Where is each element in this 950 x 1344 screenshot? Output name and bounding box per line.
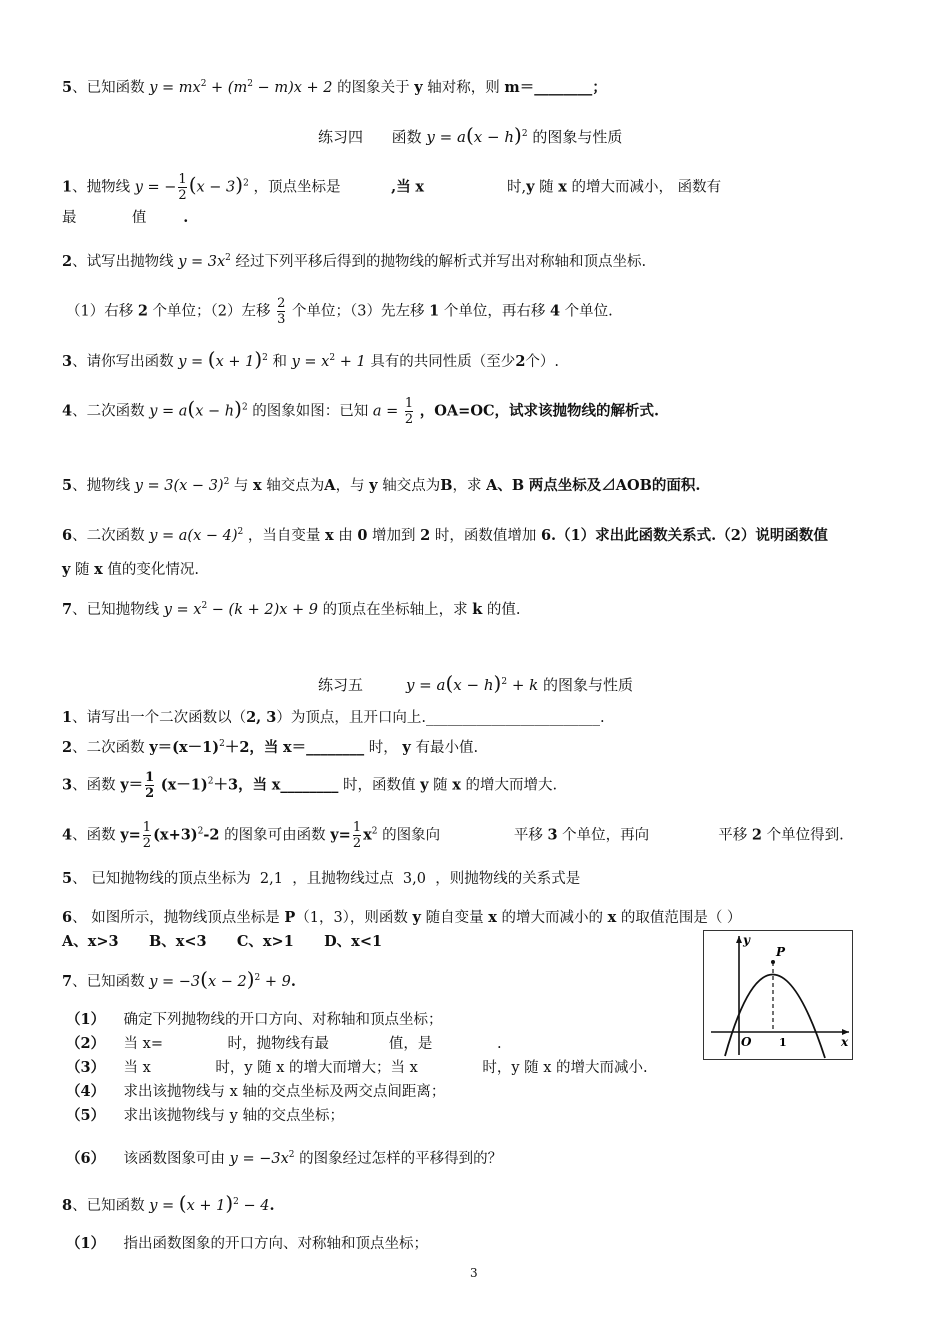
- problem-5-7-sub-4: （4） 求出该抛物线与 x 轴的交点坐标及两交点间距离；: [66, 1083, 446, 1100]
- fraction: $\frac{1}{2}$: [178, 172, 187, 203]
- problem-5-7-sub-5: （5） 求出该抛物线与 y 轴的交点坐标；: [66, 1107, 344, 1124]
- parabola-figure: [703, 930, 853, 1060]
- problem-5-7-sub-2: （2） 当 x= 时，抛物线有最 值，是 .: [66, 1035, 502, 1052]
- problem-5-7: 7、已知函数 $y = -3(x - 2)^2 + 9$.: [62, 966, 296, 991]
- problem-5-1: 1、请写出一个二次函数以（2, 3）为顶点，且开口向上.________________________.: [62, 709, 605, 726]
- problem-5-8-sub-1: （1） 指出函数图象的开口方向、对称轴和顶点坐标；: [66, 1235, 429, 1252]
- problem-5-8: 8、已知函数 $y = (x + 1)^2 - 4$.: [62, 1190, 275, 1215]
- page-number: 3: [470, 1266, 478, 1280]
- fraction: $\frac{2}{3}$: [277, 296, 286, 327]
- problem-4-7: 7、已知抛物线 $y = x^2 - (k + 2)x + 9$ 的顶点在坐标轴上，求 k 的值.: [62, 600, 521, 618]
- problem-5-4: 4、函数 y= $\frac{1}{2}$ $(x+3)^2-2$ 的图象可由函数 y= $\frac{1}{2}$ $x^2$ 的图象向 平移 3 个单位，再向 平移 2 个单位得到.: [62, 820, 844, 851]
- option-c: C、x>1: [236, 933, 294, 950]
- x-axis-label: x: [841, 1035, 849, 1049]
- vertex-label: P: [776, 945, 786, 959]
- problem-4-3: 3、请你写出函数 $y = (x + 1)^2$ 和 $y = x^2 + 1$ 具有的共同性质（至少2个）.: [62, 346, 560, 371]
- problem-5-6: 6、 如图所示，抛物线顶点坐标是 P（1，3），则函数 y 随自变量 x 的增大而减小的 x 的取值范围是（ ）: [62, 909, 742, 926]
- problem-5-2: 2、二次函数 $y=(x-1)^2+2$，当 x＝________ 时， y 有最小值.: [62, 738, 479, 756]
- section-heading-5: 练习五 $y = a(x - h)^2 + k$ 的图象与性质: [318, 671, 634, 695]
- option-b: B、x<3: [148, 933, 207, 950]
- tick-label-1: 1: [779, 1036, 787, 1049]
- problem-4-6: 6、二次函数 $y = a(x - 4)^2$ ，当自变量 x 由 0 增加到 2 时，函数值增加 6.（1）求出此函数关系式.（2）说明函数值: [62, 526, 828, 544]
- problem-5-3: 3、函数 y＝ $\frac{1}{2}$ $(x-1)^2+3$，当 x________ 时，函数值 y 随 x 的增大而增大.: [62, 770, 558, 801]
- fraction: $\frac{1}{2}$: [142, 820, 152, 851]
- section-heading-4: 练习四 函数 $y = a(x - h)^2$ 的图象与性质: [318, 123, 623, 147]
- problem-5-7-sub-6: （6） 该函数图象可由 $y = -3x^2$ 的图象经过怎样的平移得到的？: [66, 1149, 503, 1167]
- problem-4-1: 1、抛物线 y = − $\frac{1}{2}$ $(x - 3)^2$ ，顶点坐标是 ,当 x 时,y 随 x 的增大而减小， 函数有: [62, 172, 722, 203]
- option-d: D、x<1: [324, 933, 383, 950]
- fraction: $\frac{1}{2}$: [352, 820, 362, 851]
- problem-4-1-cont: 最 值 .: [62, 209, 189, 226]
- problem-4-2: 2、试写出抛物线 $y = 3x^2$ 经过下列平移后得到的抛物线的解析式并写出对称轴和顶点坐标.: [62, 252, 647, 270]
- vertex-point: [771, 960, 775, 964]
- fraction: $\frac{1}{2}$: [404, 396, 414, 427]
- origin-label: O: [741, 1035, 752, 1049]
- problem-5-5: 5、 已知抛物线的顶点坐标为 2,1 ，且抛物线过点 3,0 ，则抛物线的关系式是: [62, 870, 581, 887]
- y-axis-label: y: [743, 933, 750, 947]
- problem-5-7-sub-3: （3） 当 x 时，y 随 x 的增大而增大；当 x 时，y 随 x 的增大而减小.: [66, 1059, 648, 1076]
- fraction: $\frac{1}{2}$: [145, 770, 155, 801]
- problem-4-4: 4、二次函数 $y = a(x - h)^2$ 的图象如图：已知 a = $\frac{1}{2}$ ，OA=OC，试求该抛物线的解析式.: [62, 396, 660, 427]
- problem-4-6-cont: y 随 x 值的变化情况.: [62, 561, 200, 578]
- problem-5-prev: 5、已知函数 $y = mx^2 + (m^2 - m)x + 2$ 的图象关于 y 轴对称，则 m＝________；: [62, 78, 607, 96]
- problem-4-5: 5、抛物线 $y = 3(x - 3)^2$ 与 x 轴交点为A，与 y 轴交点为B，求 A、B 两点坐标及⊿AOB的面积.: [62, 476, 701, 494]
- problem-4-2-parts: （1）右移 2 个单位；（2）左移 $\frac{2}{3}$ 个单位；（3）先左移 1 个单位，再右移 4 个单位.: [66, 296, 613, 327]
- problem-5-7-sub-1: （1） 确定下列抛物线的开口方向、对称轴和顶点坐标；: [66, 1011, 443, 1028]
- option-a: A、x>3: [62, 933, 119, 950]
- problem-5-6-options: [62, 932, 382, 952]
